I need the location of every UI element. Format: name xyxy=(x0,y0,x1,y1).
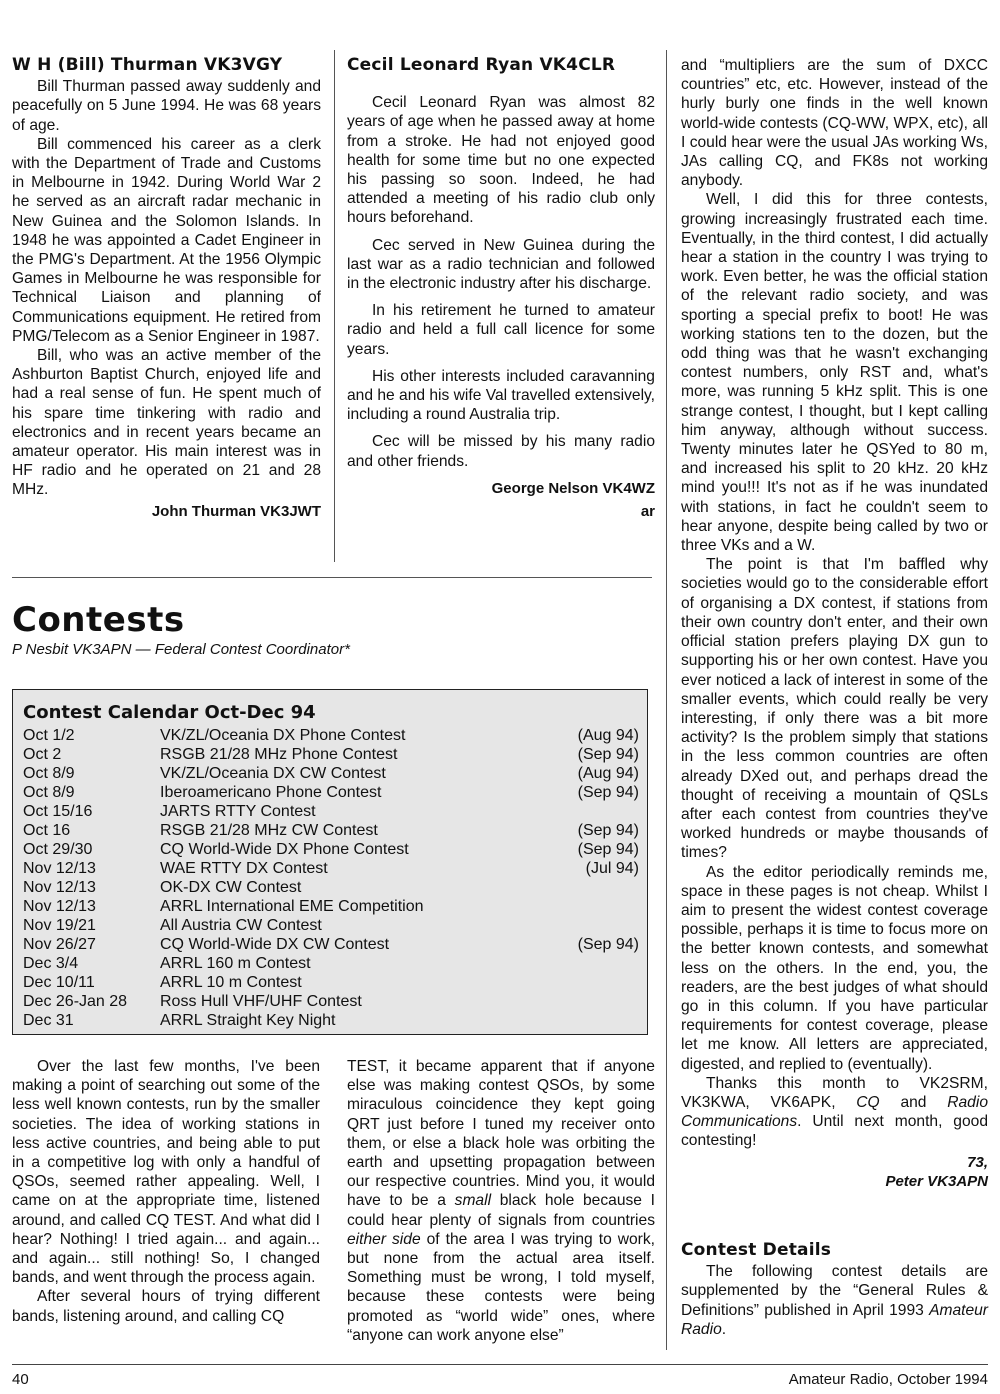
paragraph: Cecil Leonard Ryan was almost 82 years of age when he passed away at home from a stroke. He had not enjoyed good health for some time but no one expected his passing so soon. Indeed, he had attended a meeting of his radio club only hours beforehand. xyxy=(347,94,655,227)
paragraph: As the editor periodically reminds me, space in these pages is not cheap. Whilst I aim to present the widest contest coverage possible, perhaps it is time to focus more on the better known contests, and somewhat less on the others. In the end, you, the readers, are the best judges of what should go in this column. If you have particular requirements for contest coverage, please let me know. All letters are appreciated, digested, and replied to (eventually). xyxy=(681,863,988,1073)
calendar-date: Oct 8/9 xyxy=(23,765,75,782)
calendar-contest-name: ARRL 160 m Contest xyxy=(160,955,311,972)
footer-rule xyxy=(12,1364,988,1365)
calendar-contest-name: RSGB 21/28 MHz Phone Contest xyxy=(160,746,398,763)
paragraph: Well, I did this for three contests, growing increasingly frustrated each time. Eventually, in the third contest, I did actually hear a station in the country I was trying to work. Even better, he was the official station of the relevant radio society, and was sporting a special prefix to boot! He was working stations ten to the dozen, but the odd thing was that he wasn't exchanging contest numbers, only RST and, what's more, was running 5 kHz split. This is one strange contest, I thought, but I kept calling him anyway, although without success. Twenty minutes later he QSYed to 80 m, and increased his split to 20 kHz. 20 kHz mind you!!! It's not as if he was inundated with stations, in fact he couldn't seem to hear anyone, despite being called by two or three VKs and a W. xyxy=(681,191,988,555)
contest-calendar xyxy=(12,689,648,1035)
calendar-row xyxy=(23,992,639,1011)
paragraph: The following contest details are supplemented by the “General Rules & Definitions” published in April 1993 Amateur Radio. xyxy=(681,1263,988,1338)
obituary-title-bill: W H (Bill) Thurman VK3VGY xyxy=(12,55,283,75)
signature: Peter VK3APN xyxy=(885,1172,988,1190)
contest-article-col-3 xyxy=(681,56,988,1339)
calendar-row xyxy=(23,1011,639,1030)
calendar-title: Contest Calendar Oct-Dec 94 xyxy=(23,702,316,723)
obituary-bill xyxy=(12,56,321,521)
calendar-row xyxy=(23,973,639,992)
calendar-date: Oct 15/16 xyxy=(23,803,93,820)
calendar-date: Dec 10/11 xyxy=(23,974,95,991)
contest-article-col-1 xyxy=(12,1057,320,1326)
obituary-title-cecil: Cecil Leonard Ryan VK4CLR xyxy=(347,55,616,75)
calendar-contest-name: WAE RTTY DX Contest xyxy=(160,860,328,877)
calendar-date: Dec 3/4 xyxy=(23,955,79,972)
calendar-row xyxy=(23,802,639,821)
calendar-contest-name: CQ World-Wide DX CW Contest xyxy=(160,936,390,953)
calendar-row xyxy=(23,935,639,954)
calendar-contest-name: CQ World-Wide DX Phone Contest xyxy=(160,841,409,858)
calendar-source-issue: (Sep 94) xyxy=(577,841,639,858)
paragraph: His other interests included caravanning and he and his wife Val travelled extensively, including a round Australia trip. xyxy=(347,367,656,424)
calendar-source-issue: (Jul 94) xyxy=(585,860,639,877)
column-divider xyxy=(334,50,335,562)
publication-name: Amateur Radio, October 1994 xyxy=(788,1371,988,1388)
calendar-row xyxy=(23,897,639,916)
calendar-contest-name: OK-DX CW Contest xyxy=(160,879,302,896)
calendar-date: Oct 1/2 xyxy=(23,727,75,744)
calendar-source-issue: (Sep 94) xyxy=(577,822,639,839)
calendar-contest-name: ARRL International EME Competition xyxy=(160,898,424,915)
paragraph: and “multipliers are the sum of DXCC countries” etc, etc. However, instead of the hurly burly one finds in the well known world-wide contests (CQ-WW, WPX, etc), all I could hear were the usual JAs working Ws, JAs calling CQ, and FK8s not working anybody. xyxy=(681,57,988,190)
calendar-row xyxy=(23,916,639,935)
paragraph: Over the last few months, I've been making a point of searching out some of the less well known contests, run by the smaller societies. The idea of working stations in less active countries, and being able to put in a competitive log with only a handful of QSOs, seemed rather appealing. Well, I came on at the appropriate time, listened around, and called CQ TEST. And what did I hear? Nothing! I tried again... and again... and again... still nothing! So, I changed bands, and went through the process again. xyxy=(12,1058,320,1287)
calendar-source-issue: (Sep 94) xyxy=(577,936,639,953)
calendar-row xyxy=(23,821,639,840)
calendar-source-issue: (Aug 94) xyxy=(577,765,639,782)
calendar-row xyxy=(23,954,639,973)
calendar-date: Dec 26-Jan 28 xyxy=(23,993,128,1010)
calendar-date: Nov 12/13 xyxy=(23,860,96,877)
calendar-date: Oct 2 xyxy=(23,746,62,763)
page-number: 40 xyxy=(12,1371,29,1388)
contest-article-col-2 xyxy=(347,1057,655,1345)
calendar-row xyxy=(23,726,639,745)
calendar-contest-name: JARTS RTTY Contest xyxy=(160,803,316,820)
calendar-source-issue: (Aug 94) xyxy=(577,727,639,744)
paragraph: TEST, it became apparent that if anyone else was making contest QSOs, by some miraculous coincidence they kept going QRT just before I tuned my receiver onto them, or else a black hole was orbiting the earth and upsetting propagation between our respective countries. Mind you, it would have to be a small black hole because I could hear plenty of signals from countries either side of the area I was trying to work, but none from the actual area itself. Something must be wrong, I told myself, because these contests were being promoted as “world wide” ones, where “anyone can work anyone else” xyxy=(347,1058,655,1344)
calendar-contest-name: RSGB 21/28 MHz CW Contest xyxy=(160,822,378,839)
calendar-source-issue: (Sep 94) xyxy=(577,746,639,763)
paragraph: Bill commenced his career as a clerk with the Department of Trade and Customs in Melbourne in 1942. During World War 2 he served as an aircraft radar mechanic in New Guinea and the Solomon Islands. In 1948 he was appointed a Cadet Engineer in the PMG's Department. At the 1956 Olympic Games in Melbourne he was responsible for Technical Liaison and planning of Communications equipment. He retired from PMG/Telecom as a Senior Engineer in 1987. xyxy=(12,135,321,345)
paragraph: In his retirement he turned to amateur radio and held a full call licence for some years. xyxy=(347,302,655,358)
paragraph: Bill Thurman passed away suddenly and peacefully on 5 June 1994. He was 68 years of age. xyxy=(12,78,321,134)
paragraph: Bill, who was an active member of the Ashburton Baptist Church, enjoyed life and had a real sense of fun. He spent much of his spare time tinkering with radio and electronics and in recent years became an amateur operator. His main interest was in HF radio and he operated on 21 and 28 MHz. xyxy=(12,347,321,499)
byline: P Nesbit VK3APN — Federal Contest Coordinator* xyxy=(12,641,350,658)
subsection-title: Contest Details xyxy=(681,1239,832,1260)
paragraph: Thanks this month to VK2SRM, VK3KWA, VK6APK, CQ and Radio Communications. Until next month, good contesting! xyxy=(681,1074,988,1150)
paragraph: Cec will be missed by his many radio and other friends. xyxy=(347,433,655,470)
calendar-contest-name: VK/ZL/Oceania DX CW Contest xyxy=(160,765,386,782)
paragraph: After several hours of trying different bands, listening around, and calling CQ xyxy=(12,1288,320,1325)
end-mark: ar xyxy=(640,503,655,521)
calendar-date: Nov 12/13 xyxy=(23,898,96,915)
calendar-row xyxy=(23,764,639,783)
calendar-source-issue: (Sep 94) xyxy=(577,784,639,801)
calendar-row xyxy=(23,840,639,859)
calendar-row xyxy=(23,878,639,897)
calendar-contest-name: Iberoamericano Phone Contest xyxy=(160,784,382,801)
calendar-date: Dec 31 xyxy=(23,1012,74,1029)
calendar-row xyxy=(23,745,639,764)
calendar-date: Oct 8/9 xyxy=(23,784,75,801)
calendar-row xyxy=(23,859,639,878)
calendar-date: Oct 16 xyxy=(23,822,71,839)
calendar-contest-name: Ross Hull VHF/UHF Contest xyxy=(160,993,362,1010)
signature: John Thurman VK3JWT xyxy=(151,502,321,520)
calendar-date: Nov 12/13 xyxy=(23,879,96,896)
signature-closing: 73, xyxy=(967,1153,988,1171)
paragraph: Cec served in New Guinea during the last war as a radio technician and followed in the electronic industry after his discharge. xyxy=(347,236,655,293)
obituary-cecil xyxy=(347,56,655,521)
section-title: Contests xyxy=(12,600,185,640)
signature: George Nelson VK4WZ xyxy=(491,479,655,497)
column-divider xyxy=(666,50,667,1350)
calendar-contest-name: All Austria CW Contest xyxy=(160,917,322,934)
calendar-contest-name: VK/ZL/Oceania DX Phone Contest xyxy=(160,727,406,744)
calendar-contest-name: ARRL Straight Key Night xyxy=(160,1012,336,1029)
calendar-table xyxy=(23,726,639,1030)
paragraph: The point is that I'm baffled why societies would go to the considerable effort of organising a DX contest, if stations from their own country don't enter, and their own official station prefers playing DX gun to supporting his or her own contest. Have you ever noticed a lack of interest in some of the smaller events, which could really be very interesting, if only there was a bit more activity? Is the problem simply that stations in the less common countries are often already DXed out, and perhaps dread the thought of receiving a mountain of QSLs after each contest from countries they've worked hundreds or maybe thousands of times? xyxy=(681,556,988,862)
calendar-contest-name: ARRL 10 m Contest xyxy=(160,974,302,991)
section-rule xyxy=(12,577,652,578)
calendar-date: Nov 19/21 xyxy=(23,917,96,934)
calendar-row xyxy=(23,783,639,802)
calendar-date: Oct 29/30 xyxy=(23,841,93,858)
calendar-date: Nov 26/27 xyxy=(23,936,96,953)
